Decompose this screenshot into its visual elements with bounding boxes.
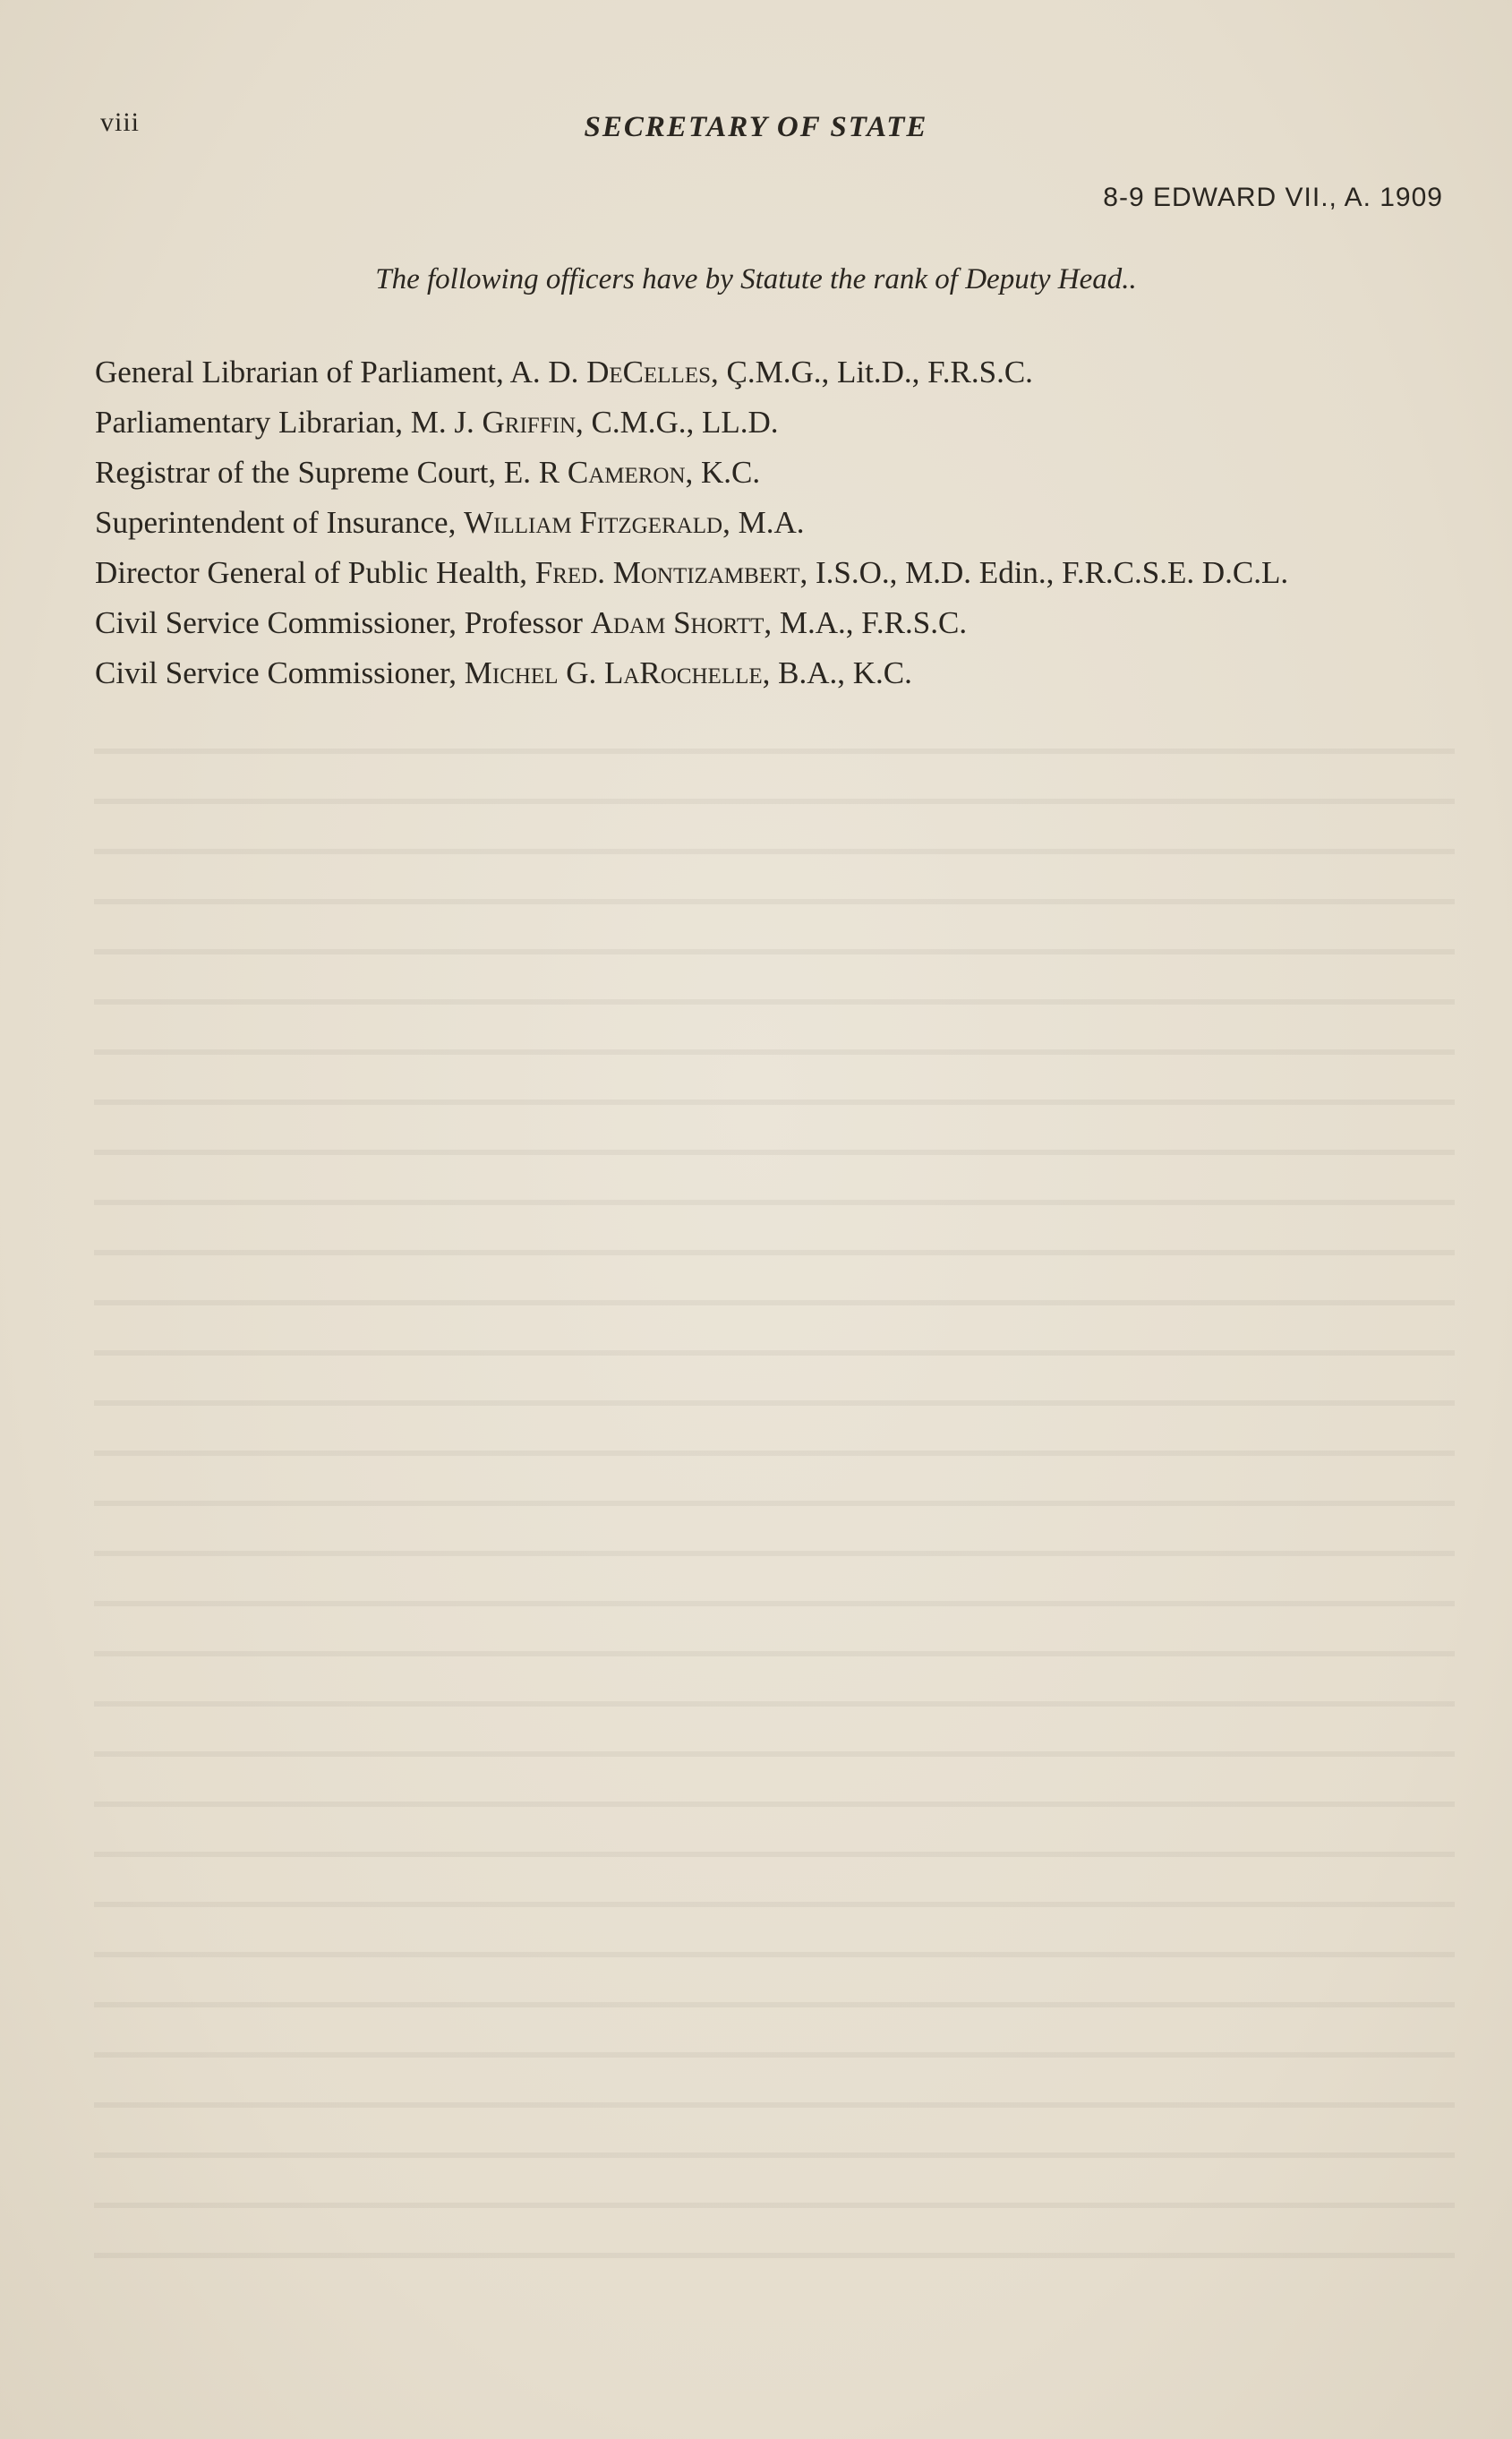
officer-entry [95, 398, 1456, 448]
name-prefix: A. D. [509, 355, 587, 389]
bleed-through-texture [94, 716, 1455, 2283]
running-head: SECRETARY OF STATE [584, 111, 928, 143]
officer-entry [95, 448, 1456, 498]
officer-entry [95, 548, 1456, 598]
officer-name: DeCelles [586, 355, 712, 389]
office-title: General Librarian of Parliament, [95, 355, 510, 389]
officer-entry [95, 347, 1456, 398]
officer-name: Michel G. LaRochelle [464, 655, 763, 690]
officer-name: Cameron [567, 455, 686, 490]
intro-heading: The following officers have by Statute the rank of Deputy Head.. [375, 263, 1137, 295]
officer-name: Adam Shortt [590, 605, 765, 640]
office-title: Director General of Public Health, [95, 555, 535, 590]
office-title: Civil Service Commissioner, [95, 655, 465, 690]
officer-credentials: , M.A., F.R.S.C. [764, 605, 968, 640]
officer-name: Fred. Montizambert [534, 555, 800, 590]
officer-credentials: , K.C. [685, 455, 761, 490]
officer-name: William Fitzgerald [464, 505, 723, 540]
page-number: viii [100, 107, 141, 137]
officer-credentials: , C.M.G., LL.D. [576, 405, 779, 440]
name-prefix: E. R [503, 455, 568, 490]
office-title: Superintendent of Insurance, [95, 505, 465, 540]
officer-entry [95, 648, 1456, 698]
session-reference: 8-9 EDWARD VII., A. 1909 [1103, 183, 1443, 212]
officer-list [95, 347, 1456, 698]
officer-credentials: , I.S.O., M.D. Edin., F.R.C.S.E. D.C.L. [799, 555, 1289, 590]
officer-credentials: , Ç.M.G., Lit.D., F.R.S.C. [711, 355, 1033, 389]
officer-credentials: , M.A. [722, 505, 805, 540]
name-prefix: M. J. [410, 405, 483, 440]
officer-entry [95, 498, 1456, 548]
office-title: Registrar of the Supreme Court, [95, 455, 504, 490]
officer-credentials: , B.A., K.C. [762, 655, 912, 690]
officer-entry [95, 598, 1456, 648]
office-title: Parliamentary Librarian, [95, 405, 411, 440]
office-title: Civil Service Commissioner, Professor [95, 605, 591, 640]
officer-name: Griffin [482, 405, 576, 440]
